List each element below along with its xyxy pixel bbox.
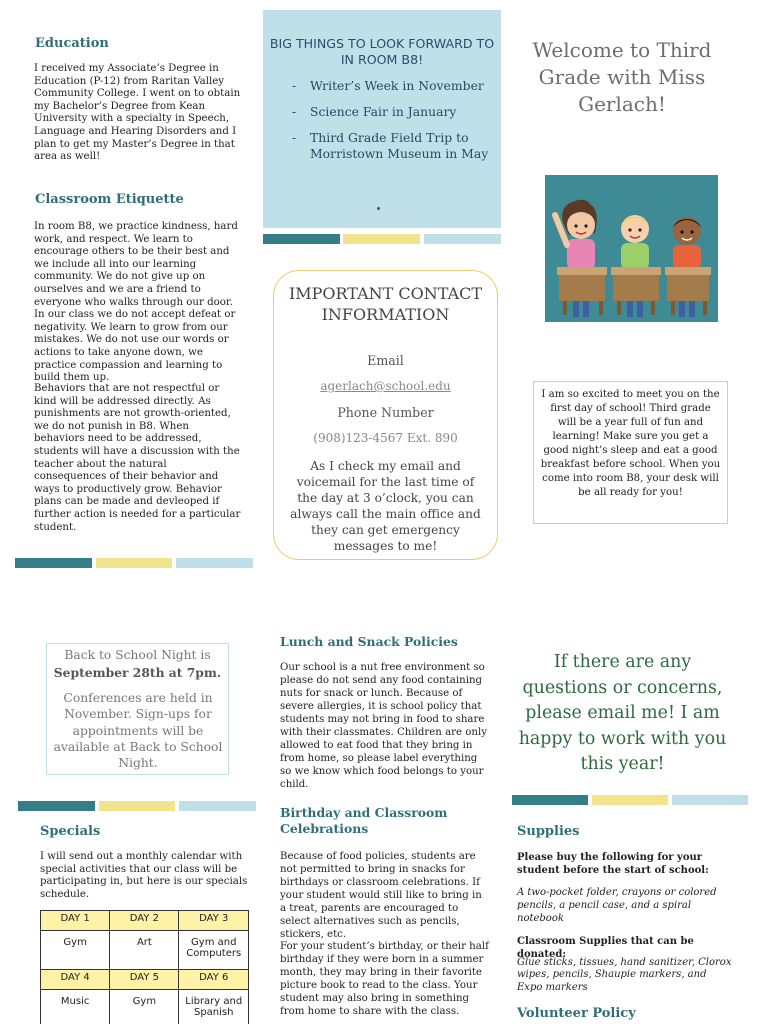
divider-stripe-yellow: [592, 795, 668, 805]
table-cell: Gym and Computers: [179, 931, 249, 970]
divider-stripe-blue: [424, 234, 501, 244]
students-at-desks-illustration: [545, 175, 718, 322]
table-row: [41, 990, 249, 1024]
divider-stripe-blue: [672, 795, 748, 805]
table-cell: Library and Spanish: [179, 990, 249, 1024]
email-link[interactable]: agerlach@school.edu: [320, 379, 451, 393]
classroom-etiquette-heading: Classroom Etiquette: [35, 192, 184, 207]
etiquette-paragraph-1: In room B8, we practice kindness, hard work, and respect. We learn to encourage others to be their best and we include all into our learning community. We do not give up on ourselves and we are a friend to everyone who walks through our door. In our class we do not accept defeat or negativity. We learn to grow from our mistakes. We do not use our words or actions to take anyone down, we practice compassion and learning to build them up.: [34, 221, 238, 384]
big-things-heading: BIG THINGS TO LOOK FORWARD TO IN ROOM B8!: [269, 36, 495, 67]
birthday-celebrations-heading: Birthday and Classroom Celebrations: [280, 805, 448, 836]
table-cell: Music: [41, 990, 110, 1024]
email-label: Email: [367, 353, 404, 368]
decorative-dot: [377, 207, 380, 210]
big-things-item: - Writer’s Week in November: [290, 78, 490, 94]
divider-stripe-yellow: [343, 234, 420, 244]
table-row: [41, 970, 249, 990]
supplies-heading: Supplies: [517, 824, 580, 839]
phone-number: (908)123-4567 Ext. 890: [313, 431, 458, 445]
divider-stripe-yellow: [99, 801, 175, 811]
phone-label: Phone Number: [337, 405, 434, 420]
lunch-snack-heading: Lunch and Snack Policies: [280, 634, 458, 649]
table-row: [41, 931, 249, 970]
divider-stripe-blue: [176, 558, 253, 568]
contact-note: As I check my email and voicemail for the last time of the day at 3 o’clock, you can always call the main office and they can get emergency messages to me!: [290, 459, 481, 553]
back-to-school-date: September 28th at 7pm.: [53, 665, 222, 680]
table-cell: DAY 1: [41, 911, 110, 931]
supplies-required-label: Please buy the following for your student before the start of school:: [517, 852, 709, 876]
etiquette-paragraph-2: Behaviors that are not respectful or kind will be addressed directly. As punishments are not growth-oriented, we do not punish in B8. When behaviors need to be addressed, students will have a discussion with the teacher about the natural consequences of their behavior and ways to productively grow. Behavior plans can be made and devleoped if further action is needed for a particular student.: [34, 383, 241, 533]
table-cell: Gym: [110, 990, 179, 1024]
contact-heading: IMPORTANT CONTACT INFORMATION: [288, 284, 483, 324]
table-cell: Gym: [41, 931, 110, 970]
big-things-item: - Science Fair in January: [290, 104, 490, 120]
questions-callout: If there are any questions or concerns, please email me! I am happy to work with you this year!: [518, 652, 727, 774]
supplies-required-list: A two-pocket folder, crayons or colored pencils, a pencil case, and a spiral notebook: [517, 887, 717, 924]
divider-stripe-blue: [179, 801, 256, 811]
divider-stripe-yellow: [96, 558, 172, 568]
table-cell: Art: [110, 931, 179, 970]
supplies-donation-label: Classroom Supplies that can be donated:: [517, 936, 694, 960]
table-row: [41, 911, 249, 931]
education-text: I received my Associate’s Degree in Education (P-12) from Raritan Valley Community College. I went on to obtain my Bachelor’s Degree from Kean University with a specialty in Speech, Language and Hearing Disorders and I plan to get my Master’s Degree in that area as well!: [34, 63, 241, 163]
volunteer-policy-heading: Volunteer Policy: [517, 1006, 636, 1021]
specials-text: I will send out a monthly calendar with special activities that our class will be participating in, but here is our specials schedule.: [40, 851, 248, 900]
welcome-message: I am so excited to meet you on the first day of school! Third grade will be a year full of fun and learning! Make sure you get a good night’s sleep and eat a good breakfast before school. When you come into room B8, your desk will be all ready for you!: [540, 389, 721, 498]
birthday-paragraph-2: For your student’s birthday, or their half birthday if they were born in a summer month, they may bring in their favorite picture book to read to the class. Your student may also bring in something from home to share with the class.: [280, 941, 489, 1017]
birthday-paragraph-1: Because of food policies, students are not permitted to bring in snacks for birthdays or classroom celebrations. If your student would still like to bring in a treat, parents are encouraged to select alternatives such as pencils, stickers, etc.: [280, 851, 482, 940]
table-cell: DAY 2: [110, 911, 179, 931]
divider-stripe-teal: [18, 801, 95, 811]
supplies-donation-list: Glue sticks, tissues, hand sanitizer, Clorox wipes, pencils, Shaupie markers, and Expo markers: [517, 957, 732, 993]
divider-stripe-teal: [15, 558, 92, 568]
table-cell: DAY 6: [179, 970, 249, 990]
specials-schedule-table: [40, 910, 249, 1024]
specials-heading: Specials: [40, 824, 101, 839]
table-cell: DAY 3: [179, 911, 249, 931]
lunch-snack-text: Our school is a nut free environment so please do not send any food containing nuts for snack or lunch. Because of severe allergies, it is school policy that students may not bring in food to share with their classmates. Children are only allowed to eat food that they bring in from home, so please label everything so we know which food belongs to your child.: [280, 662, 487, 790]
big-things-list: [290, 78, 490, 172]
divider-stripe-teal: [512, 795, 588, 805]
table-cell: DAY 4: [41, 970, 110, 990]
table-cell: DAY 5: [110, 970, 179, 990]
conferences-info: Conferences are held in November. Sign-ups for appointments will be available at Back to School Night.: [53, 691, 223, 771]
big-things-item: - Third Grade Field Trip to Morristown Museum in May: [290, 130, 490, 162]
back-to-school-label: Back to School Night is: [64, 648, 211, 662]
classroom-illustration-icon: [545, 175, 718, 322]
divider-stripe-teal: [263, 234, 340, 244]
welcome-title: Welcome to Third Grade with Miss Gerlach!: [532, 38, 712, 116]
back-to-school-night: [46, 647, 229, 682]
education-heading: Education: [35, 36, 109, 51]
